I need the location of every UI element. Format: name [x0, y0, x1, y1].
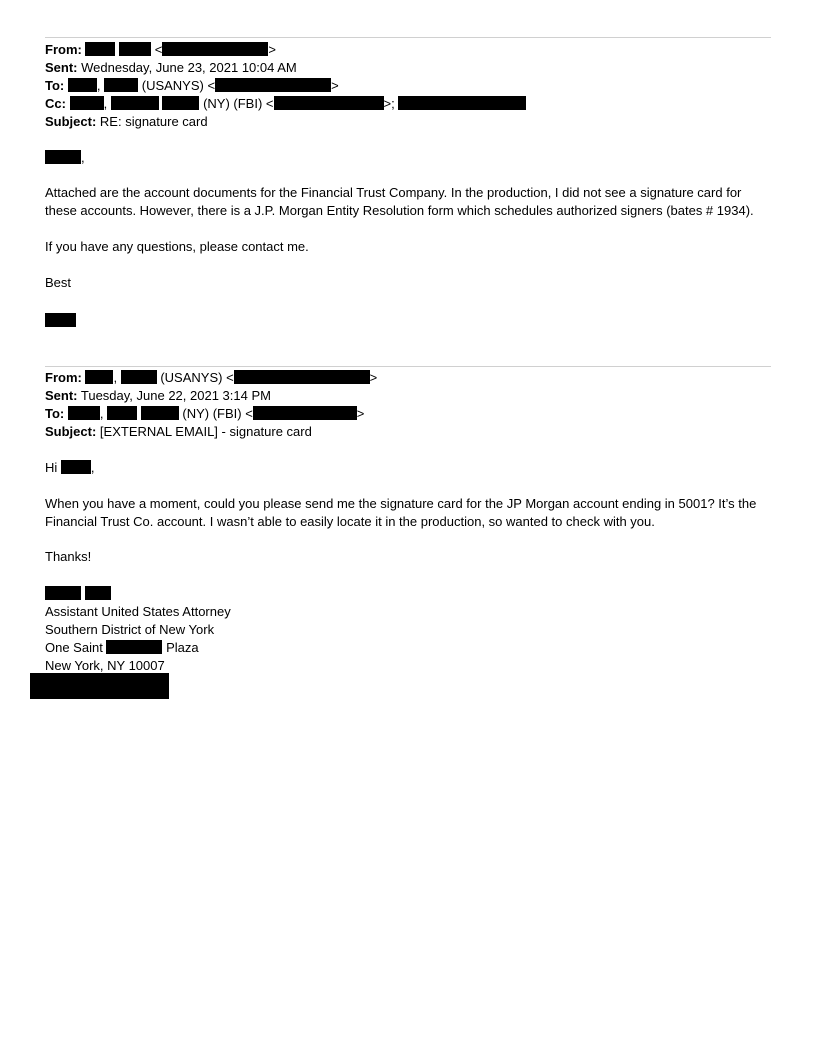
redaction: [61, 460, 91, 474]
redaction: [162, 42, 268, 56]
redaction: [141, 406, 179, 420]
signature-redaction: [45, 313, 76, 327]
redaction: [234, 370, 370, 384]
sent-label: Sent:: [45, 388, 78, 403]
signature-address-line1: [45, 639, 199, 657]
redaction: [162, 96, 199, 110]
redaction: [68, 406, 100, 420]
redaction: [104, 78, 138, 92]
redaction: [106, 640, 162, 654]
redaction: [85, 586, 111, 600]
signature-name: [45, 585, 111, 603]
redaction: [215, 78, 331, 92]
from-label: From:: [45, 42, 82, 57]
body-paragraph: Attached are the account documents for the Financial Trust Company. In the production, I did not see a signature card for these accounts. However, there is a J.P. Morgan Entity Resolution form which schedules authorized signers (bates # 1934).: [45, 185, 754, 218]
to-line: To: , (USANYS) < >: [45, 78, 339, 93]
from-label: From:: [45, 370, 82, 385]
from-org: (USANYS): [160, 370, 223, 385]
address-suffix: Plaza: [166, 640, 199, 655]
cc-line: Cc: , (NY) (FBI) < >;: [45, 95, 526, 113]
signature-office: Southern District of New York: [45, 622, 215, 637]
salutation: ,: [45, 149, 85, 167]
sent-value: Tuesday, June 22, 2021 3:14 PM: [80, 388, 271, 403]
redaction: [111, 96, 159, 110]
subject-value: RE: signature card: [99, 114, 208, 129]
greeting-word: Hi: [45, 460, 58, 475]
sent-line: [45, 59, 297, 77]
subject-value: [EXTERNAL EMAIL] - signature card: [99, 424, 312, 439]
redaction: [85, 370, 113, 384]
closing: Best: [45, 275, 72, 290]
header-divider: [45, 366, 771, 367]
from-line: From: < >: [45, 42, 276, 57]
to-line: To: , (NY) (FBI) < >: [45, 406, 365, 421]
subject-label: Subject:: [45, 424, 97, 439]
redaction: [85, 42, 115, 56]
redaction: [45, 150, 81, 164]
cc-org: (NY) (FBI): [203, 96, 263, 111]
to-label: To:: [45, 78, 65, 93]
redaction: [107, 406, 137, 420]
redaction: [45, 586, 81, 600]
redaction: [68, 78, 97, 92]
redaction: [398, 96, 526, 110]
body-paragraph: If you have any questions, please contact me.: [45, 239, 309, 254]
redaction: [253, 406, 357, 420]
subject-line: [45, 423, 312, 441]
address-prefix: One Saint: [45, 640, 103, 655]
subject-line: [45, 113, 208, 131]
body-paragraph: When you have a moment, could you please send me the signature card for the JP Morgan account ending in 5001? It’s the Financial Trust Co. account. I wasn’t able to easily locate it in the production, so wanted to check with you.: [45, 496, 757, 529]
subject-label: Subject:: [45, 114, 97, 129]
to-org: (NY) (FBI): [182, 406, 242, 421]
redaction: [119, 42, 151, 56]
signature-block-redaction: [30, 673, 169, 699]
sent-line: [45, 387, 271, 405]
header-divider: [45, 37, 771, 38]
closing: Thanks!: [45, 549, 92, 564]
sent-label: Sent:: [45, 60, 78, 75]
sent-value: Wednesday, June 23, 2021 10:04 AM: [81, 60, 297, 75]
redaction: [70, 96, 104, 110]
from-line: From: , (USANYS) < >: [45, 370, 378, 385]
signature-title: Assistant United States Attorney: [45, 604, 231, 619]
signature-address-line2: New York, NY 10007: [45, 658, 165, 673]
redaction: [274, 96, 384, 110]
redaction: [121, 370, 157, 384]
greeting: Hi ,: [45, 460, 95, 475]
cc-label: Cc:: [45, 96, 66, 111]
to-org: (USANYS): [141, 78, 204, 93]
to-label: To:: [45, 406, 65, 421]
